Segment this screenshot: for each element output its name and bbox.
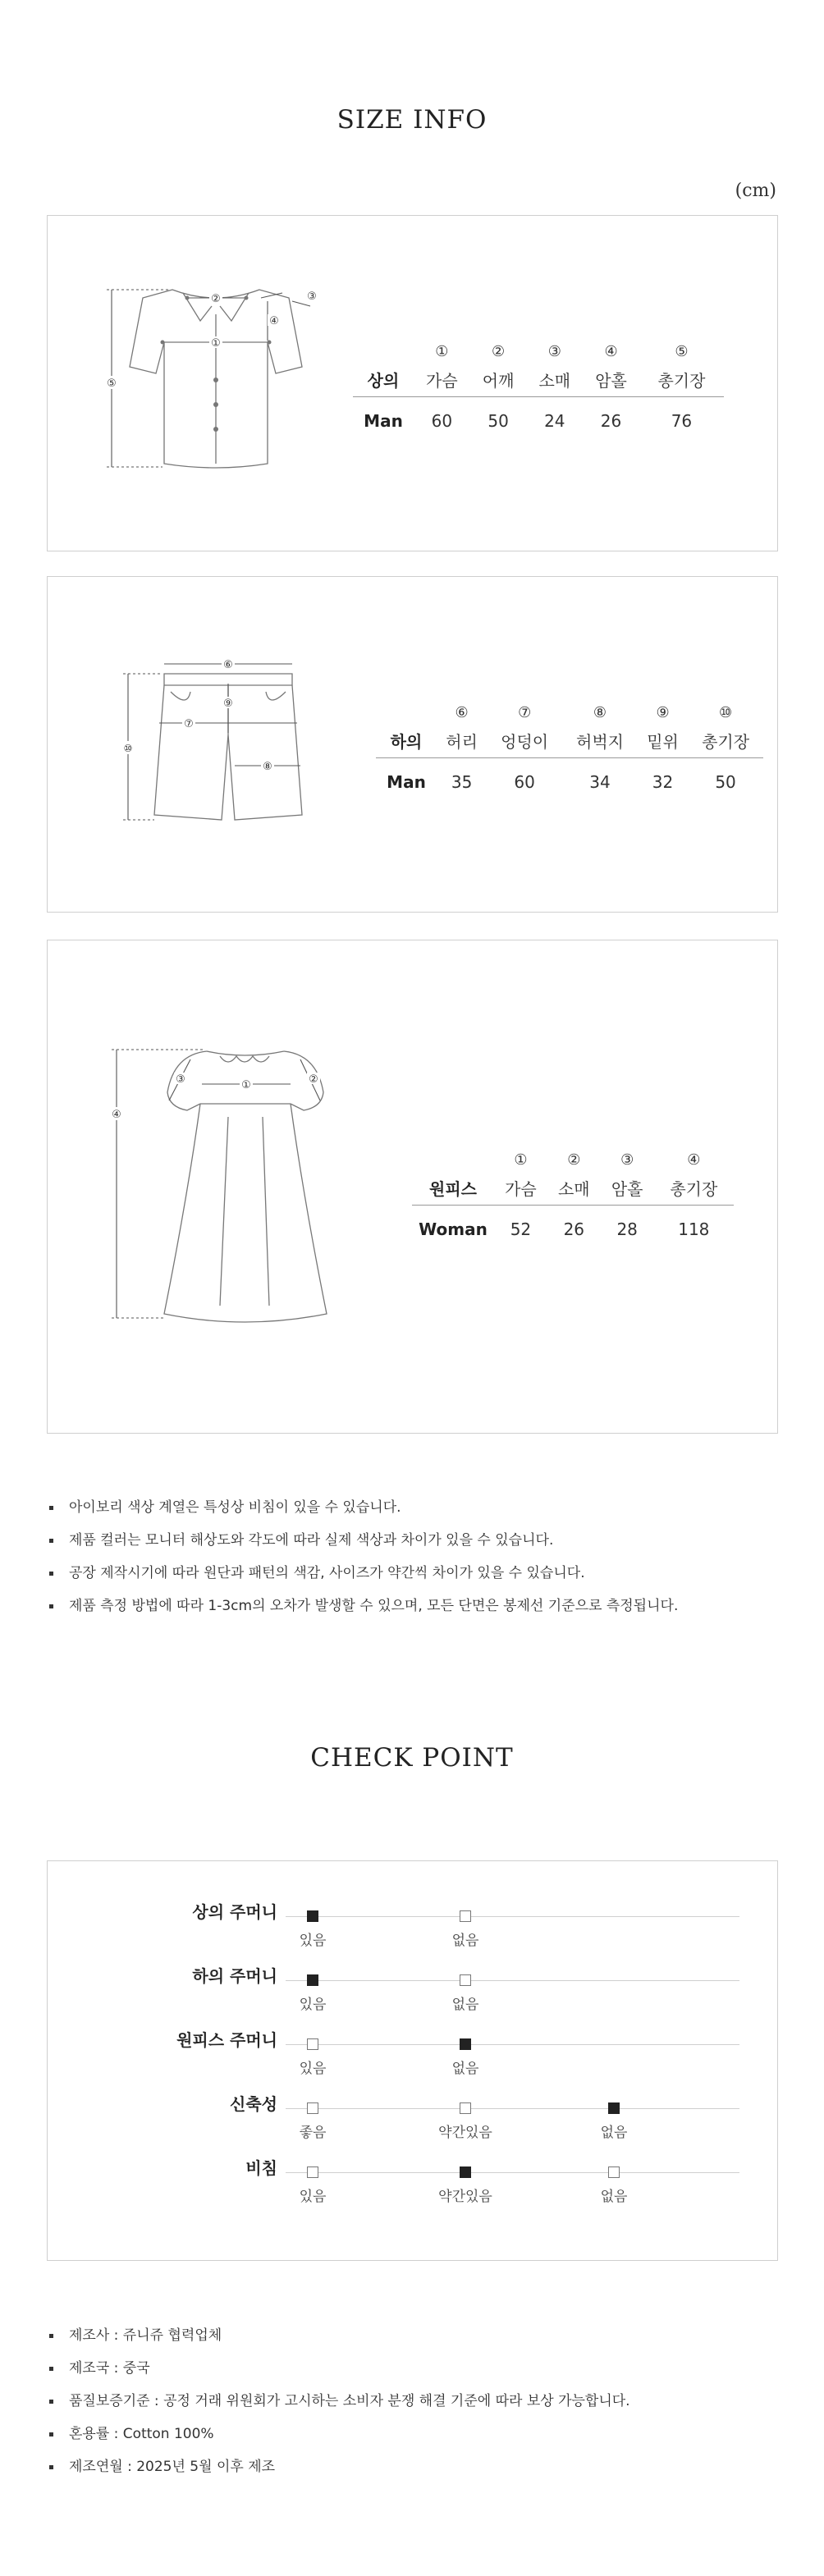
size-value: 34 xyxy=(589,772,611,792)
check-point-scale-line xyxy=(286,2108,739,2109)
check-point-label: 상의 주머니 xyxy=(192,1902,277,1922)
check-point-option: 좋음 xyxy=(299,2125,327,2141)
col-label: 총기장 xyxy=(654,1174,734,1206)
note-item: 제품 측정 방법에 따라 1-3cm의 오차가 발생할 수 있으며, 모든 단면은 봉제선 기준으로 측정됩니다. xyxy=(49,1598,678,1631)
check-point-option: 있음 xyxy=(299,2189,327,2205)
col-num: ② xyxy=(567,1151,581,1169)
check-point-option: 없음 xyxy=(600,2189,628,2205)
check-point-option: 없음 xyxy=(451,2061,479,2077)
check-point-option: 있음 xyxy=(299,1933,327,1949)
shirt-mark-2: ② xyxy=(211,293,221,305)
col-label: 엉덩이 xyxy=(487,726,562,758)
check-point-option: 약간있음 xyxy=(438,2125,492,2141)
unchecked-box-icon xyxy=(307,2102,318,2114)
col-num: ⑧ xyxy=(593,703,607,721)
col-num: ④ xyxy=(687,1151,701,1169)
shorts-mark-10: ⑩ xyxy=(123,743,133,754)
dress-mark-4: ④ xyxy=(112,1109,121,1121)
size-value: 60 xyxy=(431,411,453,431)
col-label: 소매 xyxy=(526,365,583,397)
note-item: 제품 컬러는 모니터 해상도와 각도에 따라 실제 색상과 차이가 있을 수 있습니다. xyxy=(49,1532,678,1565)
col-num: ② xyxy=(492,342,506,360)
shorts-mark-7: ⑦ xyxy=(184,718,194,730)
col-num: ⑩ xyxy=(718,703,733,721)
table-header-label: 원피스 xyxy=(412,1174,494,1206)
checked-box-icon xyxy=(460,2038,471,2050)
unchecked-box-icon xyxy=(460,1974,471,1986)
top-size-table xyxy=(353,337,724,435)
table-header-label: 하의 xyxy=(376,726,437,758)
check-point-title: CHECK POINT xyxy=(310,1743,514,1773)
col-num: ⑨ xyxy=(656,703,670,721)
size-value: 118 xyxy=(678,1219,710,1239)
col-num: ③ xyxy=(620,1151,634,1169)
size-info-title: SIZE INFO xyxy=(336,105,488,135)
check-point-option: 없음 xyxy=(451,1933,479,1949)
check-point-scale-line xyxy=(286,1916,739,1917)
col-label: 밑위 xyxy=(638,726,688,758)
checked-box-icon xyxy=(307,1910,318,1922)
unchecked-box-icon xyxy=(460,1910,471,1922)
size-value: 35 xyxy=(451,772,473,792)
top-size-panel xyxy=(47,215,778,551)
unit-label: (cm) xyxy=(735,181,776,201)
bottom-size-panel xyxy=(47,576,778,913)
dress-size-panel xyxy=(47,940,778,1434)
bottom-size-table xyxy=(376,698,763,796)
check-point-label: 신축성 xyxy=(230,2094,277,2114)
col-num: ① xyxy=(435,342,449,360)
size-value: 52 xyxy=(510,1219,532,1239)
col-label: 암홀 xyxy=(583,365,639,397)
checked-box-icon xyxy=(307,1974,318,1986)
checked-box-icon xyxy=(460,2166,471,2178)
row-label: Man xyxy=(387,772,426,792)
size-value: 26 xyxy=(563,1219,585,1239)
col-label: 가슴 xyxy=(414,365,470,397)
dress-diagram xyxy=(105,1035,384,1347)
col-num: ⑤ xyxy=(675,342,689,360)
size-value: 76 xyxy=(671,411,693,431)
check-point-option: 있음 xyxy=(299,1997,327,2013)
col-label: 암홀 xyxy=(601,1174,654,1206)
dress-mark-1: ① xyxy=(241,1079,251,1091)
shirt-diagram xyxy=(97,281,343,487)
check-point-label: 하의 주머니 xyxy=(192,1966,277,1986)
col-num: ① xyxy=(514,1151,528,1169)
product-info-item: 제조사 : 쥬니쥬 협력업체 xyxy=(49,2327,630,2360)
dress-mark-3: ③ xyxy=(176,1073,185,1086)
size-value: 50 xyxy=(488,411,509,431)
row-label: Woman xyxy=(419,1219,488,1239)
product-info-item: 제조국 : 중국 xyxy=(49,2360,630,2393)
check-point-option: 있음 xyxy=(299,2061,327,2077)
checked-box-icon xyxy=(608,2102,620,2114)
shirt-mark-4: ④ xyxy=(269,315,279,327)
shorts-mark-9: ⑨ xyxy=(223,698,233,710)
col-label: 총기장 xyxy=(639,365,724,397)
dress-size-table xyxy=(412,1146,734,1243)
row-label: Man xyxy=(364,411,403,431)
col-label: 소매 xyxy=(547,1174,601,1206)
size-value: 28 xyxy=(616,1219,638,1239)
table-header-label: 상의 xyxy=(353,365,414,397)
notes-list xyxy=(49,1499,678,1631)
check-point-panel xyxy=(47,1860,778,2261)
check-point-scale-line xyxy=(286,1980,739,1981)
unchecked-box-icon xyxy=(307,2166,318,2178)
col-num: ⑦ xyxy=(518,703,532,721)
shorts-mark-8: ⑧ xyxy=(263,761,272,773)
shirt-mark-3: ③ xyxy=(307,291,317,303)
col-label: 허리 xyxy=(437,726,487,758)
size-value: 24 xyxy=(544,411,565,431)
size-value: 60 xyxy=(514,772,535,792)
note-item: 아이보리 색상 계열은 특성상 비침이 있을 수 있습니다. xyxy=(49,1499,678,1532)
size-value: 50 xyxy=(715,772,736,792)
check-point-label: 원피스 주머니 xyxy=(176,2030,277,2050)
col-label: 어깨 xyxy=(470,365,527,397)
check-point-option: 없음 xyxy=(451,1997,479,2013)
size-value: 32 xyxy=(652,772,674,792)
unchecked-box-icon xyxy=(307,2038,318,2050)
dress-mark-2: ② xyxy=(309,1073,318,1086)
product-info-item: 혼용률 : Cotton 100% xyxy=(49,2426,630,2459)
col-label: 가슴 xyxy=(494,1174,547,1206)
col-num: ③ xyxy=(547,342,561,360)
shorts-mark-6: ⑥ xyxy=(223,659,233,671)
check-point-option: 약간있음 xyxy=(438,2189,492,2205)
product-info-item: 품질보증기준 : 공정 거래 위원회가 고시하는 소비자 분쟁 해결 기준에 따라 보상 가능합니다. xyxy=(49,2393,630,2426)
col-label: 허벅지 xyxy=(562,726,638,758)
col-num: ④ xyxy=(604,342,618,360)
size-value: 26 xyxy=(600,411,622,431)
col-label: 총기장 xyxy=(688,726,763,758)
check-point-scale-line xyxy=(286,2044,739,2045)
note-item: 공장 제작시기에 따라 원단과 패턴의 색감, 사이즈가 약간씩 차이가 있을 수 있습니다. xyxy=(49,1565,678,1598)
unchecked-box-icon xyxy=(460,2102,471,2114)
check-point-scale-line xyxy=(286,2172,739,2173)
product-info-list xyxy=(49,2327,630,2491)
shirt-mark-1: ① xyxy=(211,337,221,350)
shirt-mark-5: ⑤ xyxy=(107,377,117,390)
product-info-item: 제조연월 : 2025년 5월 이후 제조 xyxy=(49,2459,630,2491)
col-num: ⑥ xyxy=(455,703,469,721)
shorts-diagram xyxy=(113,659,343,831)
unchecked-box-icon xyxy=(608,2166,620,2178)
check-point-label: 비침 xyxy=(245,2158,277,2178)
check-point-option: 없음 xyxy=(600,2125,628,2141)
